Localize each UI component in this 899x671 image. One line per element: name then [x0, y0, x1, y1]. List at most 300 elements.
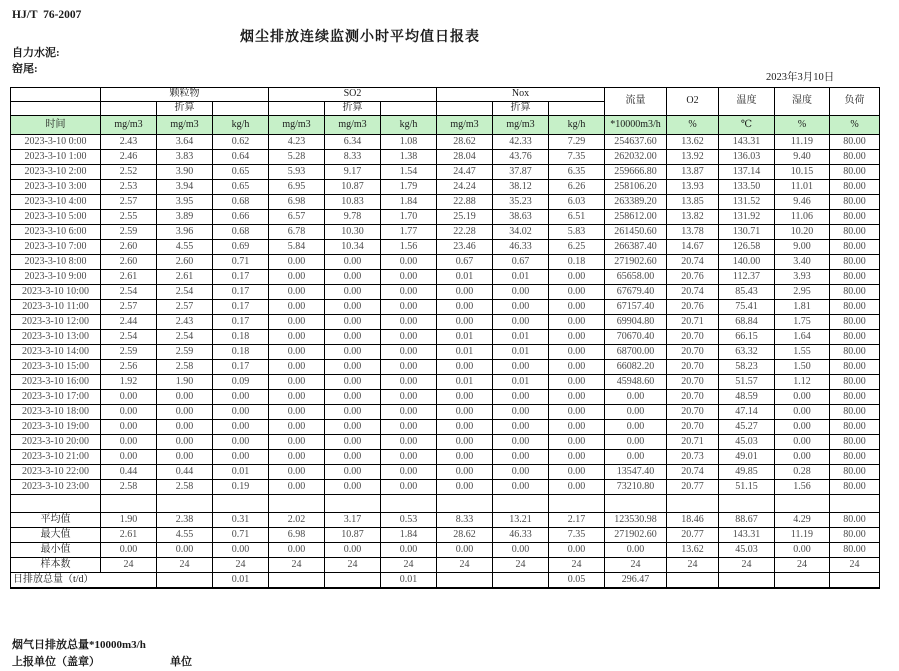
header-unit: %: [830, 116, 880, 135]
value-cell: 0.00: [437, 480, 493, 495]
value-cell: 0.00: [157, 435, 213, 450]
empty-cell: [775, 495, 830, 513]
header-conv: 折算: [325, 102, 381, 116]
table-row: [11, 345, 880, 360]
value-cell: 0.00: [493, 390, 549, 405]
value-cell: 0.00: [325, 345, 381, 360]
value-cell: 2.57: [101, 300, 157, 315]
value-cell: 13547.40: [605, 465, 667, 480]
header-unit-row: [11, 116, 880, 135]
value-cell: 63.32: [719, 345, 775, 360]
value-cell: 0.00: [437, 315, 493, 330]
value-cell: 1.38: [381, 150, 437, 165]
value-cell: 67157.40: [605, 300, 667, 315]
empty-cell: [101, 495, 157, 513]
value-cell: 136.03: [719, 150, 775, 165]
value-cell: 68.84: [719, 315, 775, 330]
value-cell: 80.00: [830, 135, 880, 150]
value-cell: 0.00: [549, 360, 605, 375]
value-cell: 24: [667, 558, 719, 573]
value-cell: 10.34: [325, 240, 381, 255]
value-cell: 0.00: [381, 375, 437, 390]
empty-cell: [381, 495, 437, 513]
value-cell: 0.00: [437, 300, 493, 315]
empty-cell: [549, 495, 605, 513]
value-cell: 80.00: [830, 480, 880, 495]
value-cell: 73210.80: [605, 480, 667, 495]
value-cell: 10.87: [325, 180, 381, 195]
value-cell: 2.60: [157, 255, 213, 270]
value-cell: 0.69: [213, 240, 269, 255]
value-cell: 24.47: [437, 165, 493, 180]
value-cell: [775, 573, 830, 588]
value-cell: 0.00: [269, 420, 325, 435]
table-row: [11, 330, 880, 345]
report-table: [10, 87, 880, 589]
value-cell: 0.01: [493, 375, 549, 390]
value-cell: 13.78: [667, 225, 719, 240]
value-cell: 20.70: [667, 375, 719, 390]
value-cell: 0.00: [549, 543, 605, 558]
value-cell: 20.70: [667, 330, 719, 345]
value-cell: 3.83: [157, 150, 213, 165]
value-cell: 0.18: [549, 255, 605, 270]
table-body: [11, 135, 880, 588]
empty-cell: [667, 495, 719, 513]
value-cell: 20.70: [667, 420, 719, 435]
value-cell: 0.00: [213, 420, 269, 435]
value-cell: 0.00: [493, 435, 549, 450]
time-cell: 2023-3-10 13:00: [11, 330, 101, 345]
value-cell: 0.19: [213, 480, 269, 495]
value-cell: 20.76: [667, 270, 719, 285]
value-cell: 0.00: [101, 405, 157, 420]
header-humidity: 湿度: [775, 88, 830, 116]
value-cell: 0.05: [549, 573, 605, 588]
value-cell: 1.75: [775, 315, 830, 330]
value-cell: 131.52: [719, 195, 775, 210]
value-cell: 0.00: [325, 330, 381, 345]
value-cell: 45.03: [719, 543, 775, 558]
value-cell: 0.00: [157, 390, 213, 405]
table-row: [11, 420, 880, 435]
value-cell: [667, 573, 719, 588]
value-cell: 0.01: [213, 465, 269, 480]
value-cell: 0.00: [325, 375, 381, 390]
value-cell: 20.77: [667, 480, 719, 495]
time-cell: 2023-3-10 15:00: [11, 360, 101, 375]
value-cell: 80.00: [830, 543, 880, 558]
empty-cell: [157, 495, 213, 513]
value-cell: 0.44: [101, 465, 157, 480]
time-cell: 2023-3-10 3:00: [11, 180, 101, 195]
value-cell: 0.00: [775, 450, 830, 465]
value-cell: 0.01: [493, 270, 549, 285]
value-cell: 24: [269, 558, 325, 573]
value-cell: 0.17: [213, 360, 269, 375]
value-cell: 6.57: [269, 210, 325, 225]
value-cell: 0.31: [213, 513, 269, 528]
value-cell: 45.03: [719, 435, 775, 450]
value-cell: 4.23: [269, 135, 325, 150]
value-cell: 258106.20: [605, 180, 667, 195]
value-cell: 0.01: [437, 330, 493, 345]
value-cell: 10.15: [775, 165, 830, 180]
value-cell: 80.00: [830, 315, 880, 330]
value-cell: 47.14: [719, 405, 775, 420]
value-cell: 18.46: [667, 513, 719, 528]
table-row: [11, 195, 880, 210]
value-cell: 0.00: [157, 405, 213, 420]
value-cell: 6.98: [269, 195, 325, 210]
value-cell: 0.00: [549, 465, 605, 480]
value-cell: 0.00: [381, 315, 437, 330]
value-cell: 24: [437, 558, 493, 573]
value-cell: 262032.00: [605, 150, 667, 165]
value-cell: 259666.80: [605, 165, 667, 180]
value-cell: 271902.60: [605, 528, 667, 543]
value-cell: 1.81: [775, 300, 830, 315]
value-cell: 0.00: [381, 270, 437, 285]
value-cell: 0.00: [493, 420, 549, 435]
value-cell: 11.01: [775, 180, 830, 195]
daily-total-row: [11, 573, 880, 588]
value-cell: 0.00: [213, 543, 269, 558]
value-cell: 3.17: [325, 513, 381, 528]
value-cell: 6.34: [325, 135, 381, 150]
value-cell: 0.68: [213, 195, 269, 210]
table-row: [11, 375, 880, 390]
value-cell: 0.00: [549, 345, 605, 360]
value-cell: 20.71: [667, 435, 719, 450]
spacer-row: [11, 495, 880, 513]
value-cell: 11.19: [775, 528, 830, 543]
header-unit: mg/m3: [437, 116, 493, 135]
header-unit: ℃: [719, 116, 775, 135]
value-cell: 2.58: [157, 480, 213, 495]
company-name: 自力水泥:: [12, 47, 60, 59]
value-cell: 0.00: [269, 270, 325, 285]
table-row: [11, 270, 880, 285]
value-cell: 4.55: [157, 528, 213, 543]
value-cell: 38.63: [493, 210, 549, 225]
value-cell: [493, 573, 549, 588]
time-cell: 2023-3-10 16:00: [11, 375, 101, 390]
value-cell: 296.47: [605, 573, 667, 588]
value-cell: 2.55: [101, 210, 157, 225]
value-cell: 1.90: [101, 513, 157, 528]
value-cell: 0.00: [605, 543, 667, 558]
value-cell: 0.00: [213, 390, 269, 405]
value-cell: 0.00: [269, 315, 325, 330]
value-cell: 0.00: [269, 375, 325, 390]
value-cell: 0.18: [213, 330, 269, 345]
value-cell: 266387.40: [605, 240, 667, 255]
table-row: [11, 135, 880, 150]
value-cell: 1.56: [381, 240, 437, 255]
value-cell: 0.00: [325, 435, 381, 450]
value-cell: 46.33: [493, 240, 549, 255]
value-cell: 2.61: [101, 528, 157, 543]
value-cell: 0.00: [269, 543, 325, 558]
value-cell: 0.00: [437, 450, 493, 465]
value-cell: 6.25: [549, 240, 605, 255]
value-cell: 254637.60: [605, 135, 667, 150]
value-cell: 80.00: [830, 225, 880, 240]
header-time: 时间: [11, 116, 101, 135]
table-row: [11, 255, 880, 270]
value-cell: 85.43: [719, 285, 775, 300]
value-cell: 1.64: [775, 330, 830, 345]
value-cell: 2.57: [101, 195, 157, 210]
value-cell: 13.85: [667, 195, 719, 210]
value-cell: 35.23: [493, 195, 549, 210]
value-cell: 0.00: [493, 405, 549, 420]
value-cell: 130.71: [719, 225, 775, 240]
value-cell: 6.51: [549, 210, 605, 225]
value-cell: 0.00: [381, 450, 437, 465]
table-row: [11, 165, 880, 180]
value-cell: 9.78: [325, 210, 381, 225]
value-cell: 6.26: [549, 180, 605, 195]
value-cell: 263389.20: [605, 195, 667, 210]
value-cell: 0.00: [549, 330, 605, 345]
value-cell: 0.00: [437, 420, 493, 435]
value-cell: 0.00: [775, 390, 830, 405]
summary-row: [11, 558, 880, 573]
value-cell: 0.00: [157, 450, 213, 465]
header-blank: [213, 102, 269, 116]
value-cell: 10.20: [775, 225, 830, 240]
value-cell: 2.60: [101, 240, 157, 255]
header-blank: [381, 102, 437, 116]
value-cell: 0.00: [549, 315, 605, 330]
value-cell: 24: [381, 558, 437, 573]
table-row: [11, 360, 880, 375]
value-cell: 271902.60: [605, 255, 667, 270]
time-cell: 2023-3-10 19:00: [11, 420, 101, 435]
value-cell: 22.88: [437, 195, 493, 210]
value-cell: 0.00: [605, 420, 667, 435]
header-conv: 折算: [493, 102, 549, 116]
value-cell: 0.28: [775, 465, 830, 480]
value-cell: 7.35: [549, 528, 605, 543]
value-cell: 0.00: [269, 465, 325, 480]
value-cell: 9.00: [775, 240, 830, 255]
value-cell: 0.00: [381, 405, 437, 420]
value-cell: 3.40: [775, 255, 830, 270]
header-unit: %: [775, 116, 830, 135]
empty-cell: [493, 495, 549, 513]
value-cell: 20.74: [667, 465, 719, 480]
value-cell: 2.60: [101, 255, 157, 270]
value-cell: 24: [157, 558, 213, 573]
value-cell: 80.00: [830, 528, 880, 543]
summary-row: [11, 513, 880, 528]
value-cell: 0.00: [269, 255, 325, 270]
value-cell: 65658.00: [605, 270, 667, 285]
unit-label: 单位: [170, 656, 192, 668]
time-cell: 2023-3-10 1:00: [11, 150, 101, 165]
empty-cell: [325, 495, 381, 513]
value-cell: 3.96: [157, 225, 213, 240]
header-unit: *10000m3/h: [605, 116, 667, 135]
value-cell: 0.62: [213, 135, 269, 150]
value-cell: 0.00: [325, 450, 381, 465]
value-cell: 0.00: [775, 435, 830, 450]
value-cell: 0.00: [493, 300, 549, 315]
value-cell: 28.62: [437, 135, 493, 150]
value-cell: 9.17: [325, 165, 381, 180]
value-cell: 80.00: [830, 405, 880, 420]
value-cell: 0.00: [269, 345, 325, 360]
value-cell: 24: [213, 558, 269, 573]
value-cell: 0.00: [213, 435, 269, 450]
value-cell: 80.00: [830, 285, 880, 300]
report-unit-label: 上报单位（盖章）: [12, 656, 100, 668]
value-cell: 23.46: [437, 240, 493, 255]
value-cell: 0.53: [381, 513, 437, 528]
value-cell: 0.18: [213, 345, 269, 360]
value-cell: 46.33: [493, 528, 549, 543]
value-cell: 0.00: [549, 285, 605, 300]
value-cell: 51.57: [719, 375, 775, 390]
header-unit: kg/h: [213, 116, 269, 135]
value-cell: 0.00: [325, 255, 381, 270]
table-row: [11, 465, 880, 480]
value-cell: 14.67: [667, 240, 719, 255]
header-unit: kg/h: [381, 116, 437, 135]
time-cell: 2023-3-10 7:00: [11, 240, 101, 255]
value-cell: 2.58: [157, 360, 213, 375]
value-cell: 0.00: [381, 480, 437, 495]
value-cell: 2.56: [101, 360, 157, 375]
value-cell: 0.00: [381, 330, 437, 345]
value-cell: 0.00: [493, 285, 549, 300]
value-cell: 0.00: [325, 360, 381, 375]
value-cell: 2.59: [101, 225, 157, 240]
report-title: 烟尘排放连续监测小时平均值日报表: [240, 30, 480, 45]
value-cell: 34.02: [493, 225, 549, 240]
value-cell: 0.00: [605, 450, 667, 465]
value-cell: 10.83: [325, 195, 381, 210]
header-particulate: 颗粒物: [101, 88, 269, 102]
value-cell: 0.00: [325, 405, 381, 420]
summary-row: [11, 528, 880, 543]
value-cell: 0.00: [325, 285, 381, 300]
value-cell: 70670.40: [605, 330, 667, 345]
value-cell: 2.43: [157, 315, 213, 330]
value-cell: 13.87: [667, 165, 719, 180]
header-so2: SO2: [269, 88, 437, 102]
value-cell: 80.00: [830, 210, 880, 225]
value-cell: 0.00: [605, 405, 667, 420]
value-cell: 2.57: [157, 300, 213, 315]
value-cell: 45948.60: [605, 375, 667, 390]
value-cell: 42.33: [493, 135, 549, 150]
value-cell: [325, 573, 381, 588]
value-cell: 10.30: [325, 225, 381, 240]
value-cell: 1.84: [381, 528, 437, 543]
value-cell: 67679.40: [605, 285, 667, 300]
value-cell: 0.71: [213, 528, 269, 543]
header-blank: [437, 102, 493, 116]
value-cell: 0.00: [381, 543, 437, 558]
value-cell: 0.00: [775, 543, 830, 558]
value-cell: 0.00: [605, 390, 667, 405]
value-cell: 0.00: [437, 360, 493, 375]
table-row: [11, 450, 880, 465]
value-cell: 0.00: [101, 435, 157, 450]
value-cell: 0.00: [381, 285, 437, 300]
value-cell: 80.00: [830, 330, 880, 345]
header-unit: kg/h: [549, 116, 605, 135]
value-cell: 0.00: [493, 315, 549, 330]
value-cell: 4.29: [775, 513, 830, 528]
value-cell: 80.00: [830, 435, 880, 450]
value-cell: 0.01: [437, 270, 493, 285]
time-cell: 2023-3-10 8:00: [11, 255, 101, 270]
table-row: [11, 315, 880, 330]
table-row: [11, 390, 880, 405]
value-cell: 13.21: [493, 513, 549, 528]
header-blank: [101, 102, 157, 116]
value-cell: 112.37: [719, 270, 775, 285]
table-row: [11, 150, 880, 165]
value-cell: 0.17: [213, 300, 269, 315]
value-cell: 5.93: [269, 165, 325, 180]
value-cell: 0.00: [549, 435, 605, 450]
value-cell: 0.00: [437, 465, 493, 480]
header-blank: [269, 102, 325, 116]
value-cell: 131.92: [719, 210, 775, 225]
value-cell: 0.00: [549, 375, 605, 390]
value-cell: 3.94: [157, 180, 213, 195]
value-cell: 0.00: [269, 285, 325, 300]
header-load: 负荷: [830, 88, 880, 116]
value-cell: 28.62: [437, 528, 493, 543]
time-cell: 2023-3-10 20:00: [11, 435, 101, 450]
header-group-row: [11, 88, 880, 102]
value-cell: 22.28: [437, 225, 493, 240]
value-cell: 0.00: [157, 543, 213, 558]
value-cell: 6.95: [269, 180, 325, 195]
empty-cell: [830, 495, 880, 513]
table-row: [11, 210, 880, 225]
value-cell: 80.00: [830, 240, 880, 255]
empty-cell: [605, 495, 667, 513]
value-cell: 0.00: [437, 435, 493, 450]
value-cell: 123530.98: [605, 513, 667, 528]
value-cell: 5.83: [549, 225, 605, 240]
value-cell: 1.50: [775, 360, 830, 375]
value-cell: 20.77: [667, 528, 719, 543]
value-cell: [437, 573, 493, 588]
value-cell: 2.53: [101, 180, 157, 195]
value-cell: 68700.00: [605, 345, 667, 360]
value-cell: 8.33: [325, 150, 381, 165]
value-cell: 0.09: [213, 375, 269, 390]
value-cell: 0.00: [549, 405, 605, 420]
standard-code: HJ/T 76-2007: [12, 9, 82, 21]
value-cell: 1.55: [775, 345, 830, 360]
value-cell: 45.27: [719, 420, 775, 435]
time-cell: 2023-3-10 18:00: [11, 405, 101, 420]
value-cell: 143.31: [719, 528, 775, 543]
value-cell: 0.01: [493, 330, 549, 345]
value-cell: 0.00: [101, 420, 157, 435]
value-cell: 11.19: [775, 135, 830, 150]
